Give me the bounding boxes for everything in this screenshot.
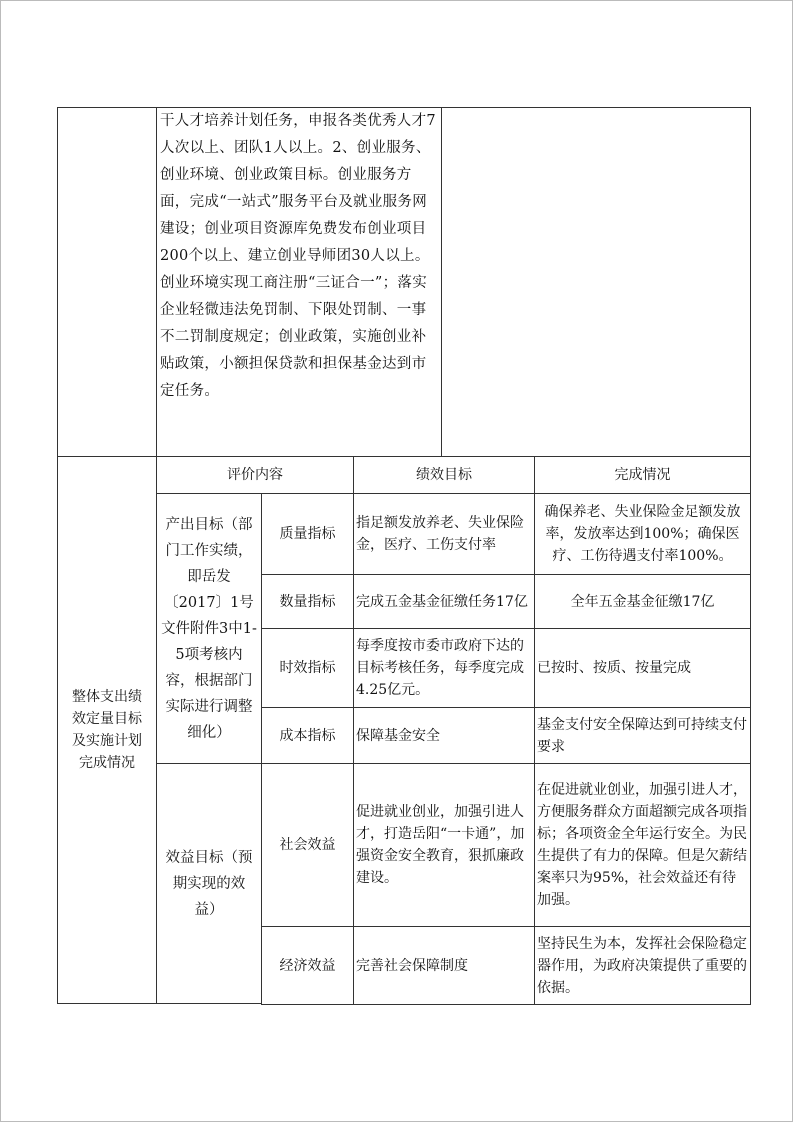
section-label-cell (57, 456, 157, 1004)
target-cell-text: 每季度按市委市政府下达的目标考核任务，每季度完成4.25亿元。 (356, 638, 524, 698)
header-result-text: 完成情况 (614, 467, 671, 483)
output-group-cell (156, 493, 262, 764)
target-cell (353, 763, 535, 927)
target-cell (353, 707, 535, 764)
header-target (353, 456, 535, 494)
result-cell (534, 763, 751, 927)
indicator-cell (261, 574, 354, 629)
result-cell-text: 确保养老、失业保险金足额发放率，发放率达到100%；确保医疗、工伤待遇支付率100%。 (544, 504, 741, 564)
indicator-cell (261, 707, 354, 764)
target-cell (353, 926, 535, 1005)
header-eval-text: 评价内容 (227, 467, 283, 483)
indicator-cell-text: 数量指标 (279, 593, 336, 610)
result-cell-text: 在促进就业创业，加强引进人才，方便服务群众方面超额完成各项指标；各项资金全年运行安全。为民生提供了有力的保障。但是欠薪结案率只为95%，社会效益还有待加强。 (537, 782, 747, 908)
target-cell (353, 628, 535, 708)
target-cell-text: 完成五金基金征缴任务17亿 (356, 593, 528, 610)
result-cell (534, 628, 751, 708)
indicator-cell (261, 493, 354, 575)
result-cell (534, 926, 751, 1005)
result-cell (534, 493, 751, 575)
target-cell (353, 574, 535, 629)
top-left-empty-cell (57, 107, 157, 457)
indicator-cell-text: 质量指标 (279, 526, 336, 542)
target-cell-text: 指足额发放养老、失业保险金，医疗、工伤支付率 (356, 515, 524, 553)
indicator-cell-text: 成本指标 (279, 727, 336, 744)
indicator-cell (261, 628, 354, 708)
header-result (534, 456, 751, 494)
output-group-label: 产出目标（部门工作实绩，即岳发〔2017〕1号文件附件3中1-5项考核内容，根据部门实际进行调整细化） (161, 516, 257, 741)
target-cell-text: 保障基金安全 (356, 727, 440, 744)
task-description-text: 干人才培养计划任务，申报各类优秀人才7人次以上、团队1人以上。2、创业服务、创业环境、创业政策目标。创业服务方面，完成“一站式”服务平台及就业服务网建设；创业项目资源库免费发布创业项目200个以上、建立创业导师团30人以上。创业环境实现工商注册“三证合一”；落实企业轻微违法免罚制、下限处罚制、一事不二罚制度规定；创业政策，实施创业补贴政策，小额担保贷款和担保基金达到市定任务。 (160, 113, 436, 399)
section-label: 整体支出绩效定量目标及实施计划完成情况 (72, 689, 142, 771)
indicator-cell-text: 社会效益 (279, 837, 336, 853)
result-cell-text: 全年五金基金征缴17亿 (570, 593, 715, 610)
target-cell (353, 493, 535, 575)
result-cell-text: 基金支付安全保障达到可持续支付要求 (537, 716, 747, 755)
result-cell (534, 707, 751, 764)
top-right-empty-cell (441, 107, 751, 457)
indicator-cell (261, 763, 354, 927)
benefit-group-label: 效益目标（预期实现的效益） (165, 849, 253, 918)
result-cell (534, 574, 751, 629)
indicator-cell-text: 经济效益 (279, 957, 336, 974)
benefit-group-cell (156, 763, 262, 1004)
task-description-cell (156, 107, 442, 457)
result-cell-text: 坚持民生为本，发挥社会保险稳定器作用，为政府决策提供了重要的依据。 (537, 935, 747, 996)
result-cell-text: 已按时、按质、按量完成 (537, 660, 691, 676)
header-target-text: 绩效目标 (416, 467, 472, 483)
header-eval (156, 456, 354, 494)
target-cell-text: 促进就业创业，加强引进人才，打造岳阳“一卡通”，加强资金安全教育，狠抓廉政建设。 (356, 804, 525, 886)
target-cell-text: 完善社会保障制度 (356, 957, 468, 974)
indicator-cell-text: 时效指标 (279, 660, 336, 676)
indicator-cell (261, 926, 354, 1005)
